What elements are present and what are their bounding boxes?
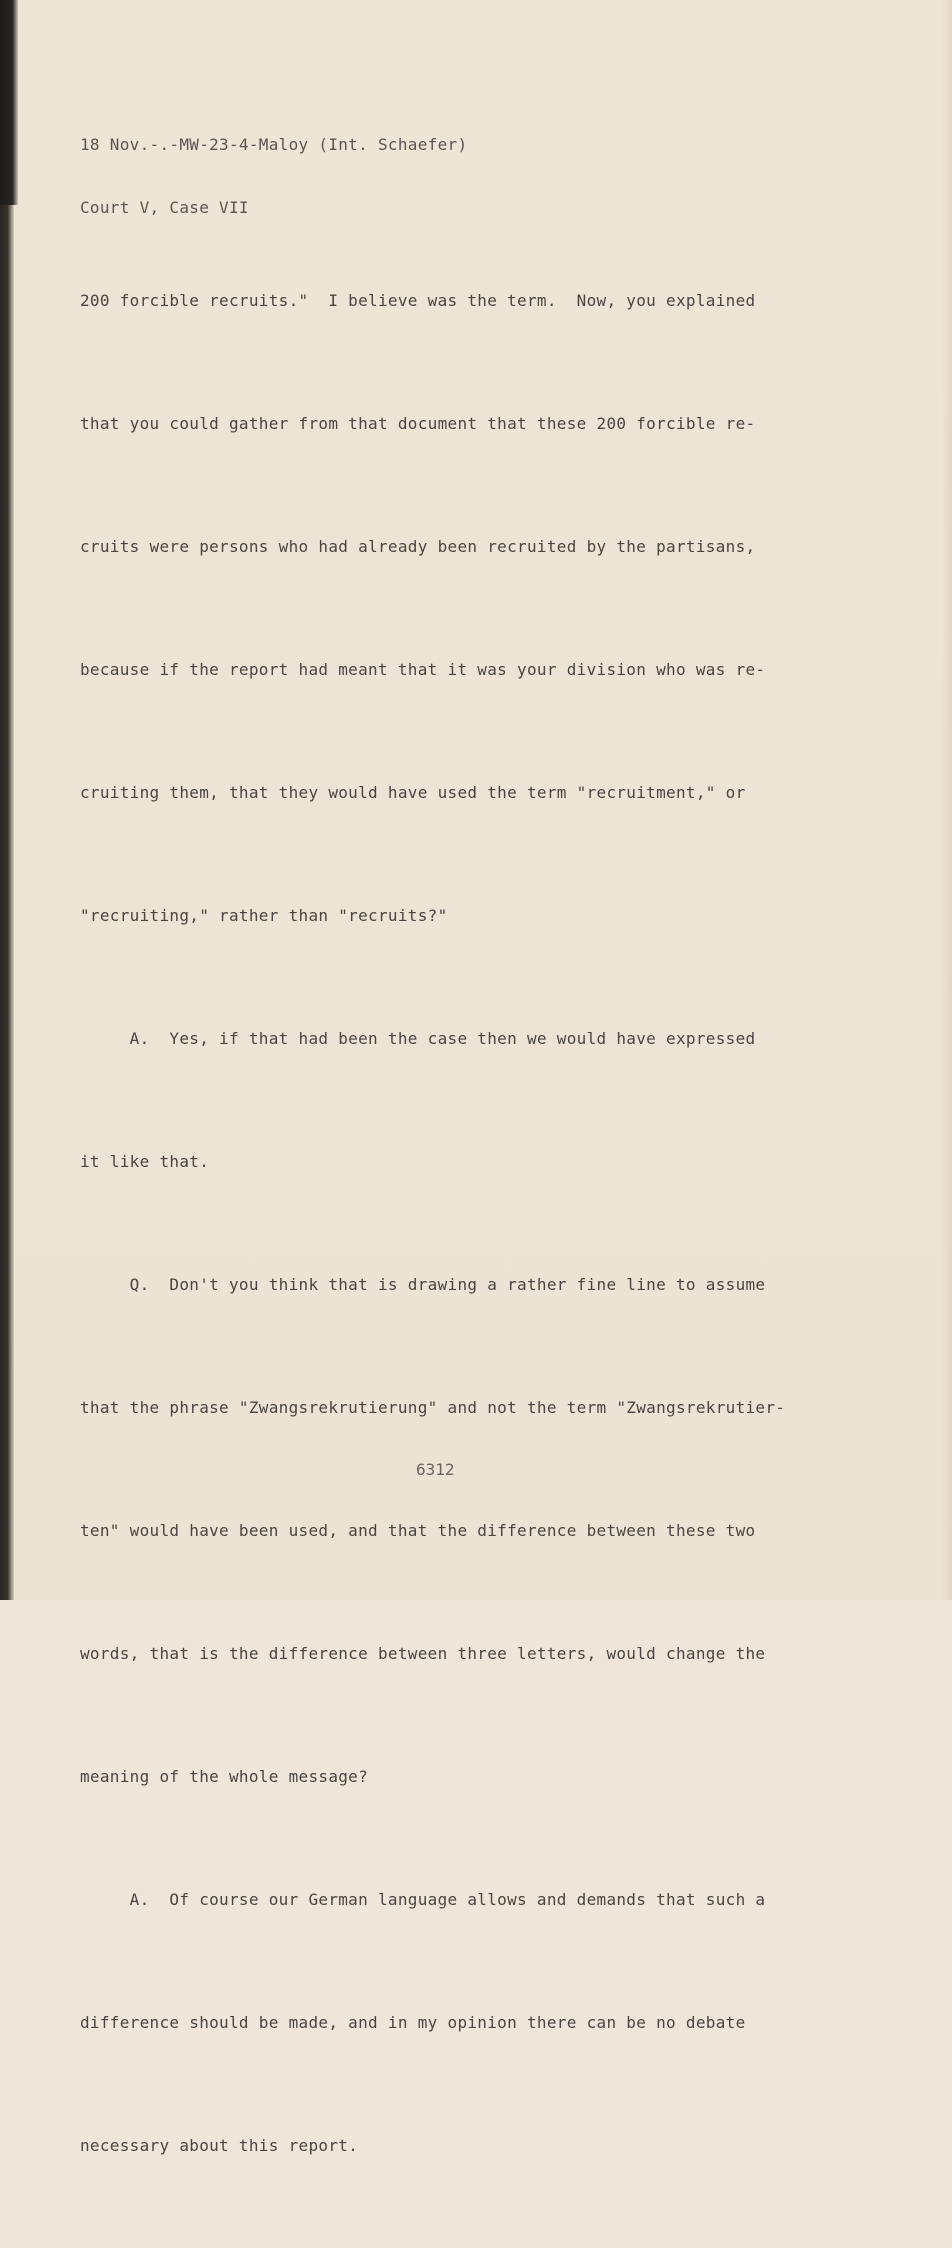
body-line: "recruiting," rather than "recruits?" <box>80 906 448 925</box>
transcript-body <box>80 198 785 2248</box>
body-line: words, that is the difference between three letters, would change the <box>80 1644 766 1663</box>
body-line: A. Of course our German language allows and demands that such a <box>80 1890 766 1909</box>
body-line: cruits were persons who had already been recruited by the partisans, <box>80 537 756 556</box>
body-line: cruiting them, that they would have used the term "recruitment," or <box>80 783 746 802</box>
body-line: Q. Don't you think that is drawing a rather fine line to assume <box>80 1275 766 1294</box>
body-line: 200 forcible recruits." I believe was the term. Now, you explained <box>80 291 756 310</box>
body-line: that the phrase "Zwangsrekrutierung" and not the term "Zwangsrekrutier- <box>80 1398 786 1417</box>
page-number: 6312 <box>416 1460 455 1479</box>
page-binding-edge-top <box>0 0 18 205</box>
body-line: meaning of the whole message? <box>80 1767 369 1786</box>
body-line: ten" would have been used, and that the difference between these two <box>80 1521 756 1540</box>
body-line: A. Yes, if that had been the case then we would have expressed <box>80 1029 756 1048</box>
header-line-court: Court V, Case VII <box>80 198 249 217</box>
body-line: it like that. <box>80 1152 210 1171</box>
page-right-shade <box>942 0 952 1600</box>
page-binding-edge <box>0 0 14 1600</box>
body-line: necessary about this report. <box>80 2136 359 2155</box>
header-line-date: 18 Nov.-.-MW-23-4-Maloy (Int. Schaefer) <box>80 135 468 154</box>
body-line: difference should be made, and in my opinion there can be no debate <box>80 2013 746 2032</box>
body-line: that you could gather from that document that these 200 forcible re- <box>80 414 756 433</box>
body-line: because if the report had meant that it was your division who was re- <box>80 660 766 679</box>
